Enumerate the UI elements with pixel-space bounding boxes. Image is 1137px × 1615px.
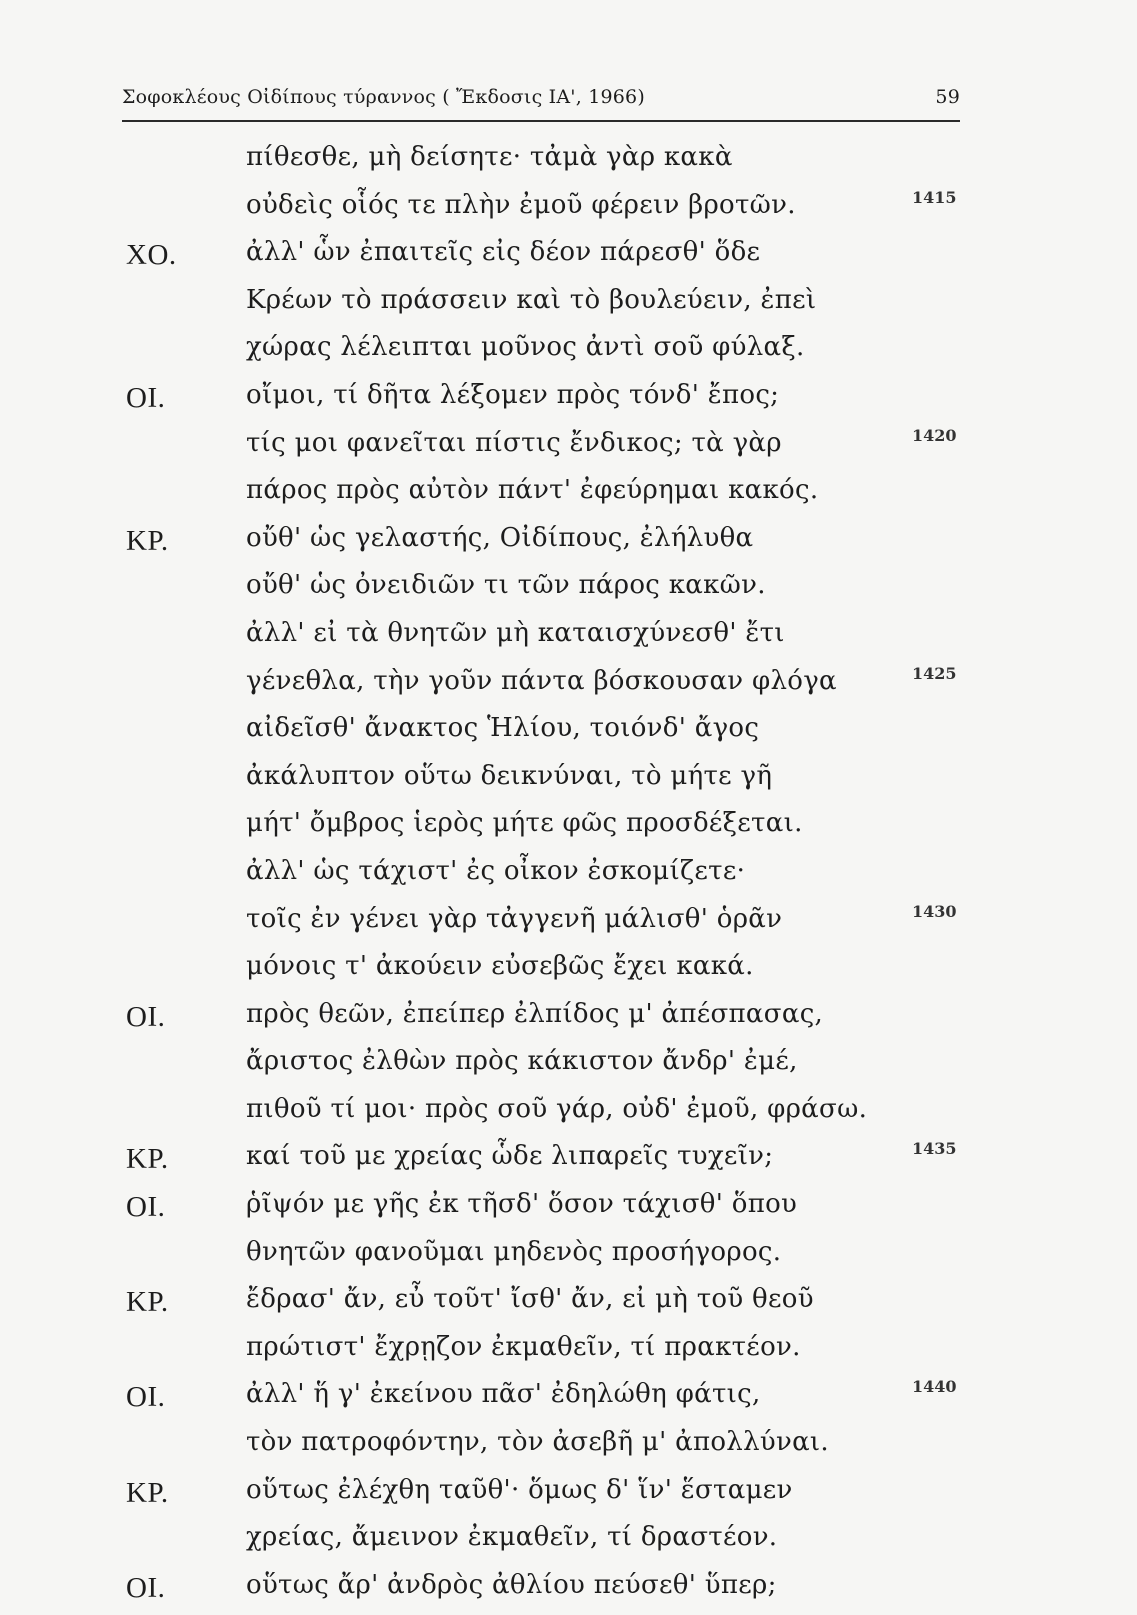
verse-line: [0, 1568, 1137, 1615]
verse-text-line: οὔθ' ὡς γελαστής, Οἰδίπους, ἐλήλυθα: [246, 522, 754, 553]
verse-line: [0, 854, 1137, 902]
verse-text-line: ῥῖψόν με γῆς ἐκ τῆσδ' ὅσον τάχισθ' ὅπου: [246, 1189, 798, 1220]
verse-text-line: οἴμοι, τί δῆτα λέξομεν πρὸς τόνδ' ἔπος;: [246, 379, 780, 410]
verse-text-line: χρείας, ἄμεινον ἐκμαθεῖν, τί δραστέον.: [246, 1522, 778, 1553]
verse-line: [0, 1520, 1137, 1568]
verse-text-line: πίθεσθε, μὴ δείσητε· τἀμὰ γὰρ κακὰ: [246, 142, 733, 172]
speaker-label: ΚΡ.: [126, 1286, 169, 1319]
verse-text-line: χώρας λέλειπται μοῦνος ἀντὶ σοῦ φύλαξ.: [246, 332, 805, 363]
header-title: Σοφοκλέους Οἰδίπους τύραννος ( Ἔκδοσις ΙΑ', 1966): [122, 86, 645, 108]
line-number: 1430: [912, 901, 957, 921]
verse-text-line: τοῖς ἐν γένει γὰρ τἀγγενῆ μάλισθ' ὁρᾶν: [246, 903, 783, 934]
speaker-label: ΟΙ.: [126, 381, 166, 414]
speaker-label: ΚΡ.: [126, 524, 169, 557]
verse-line: [0, 711, 1137, 759]
verse-line: [0, 1044, 1137, 1092]
running-header: [122, 82, 960, 114]
verse-text-line: ἄριστος ἐλθὼν πρὸς κάκιστον ἄνδρ' ἐμέ,: [246, 1046, 798, 1077]
speaker-label: ΚΡ.: [126, 1143, 169, 1176]
verse-line: [0, 330, 1137, 378]
verse-text-line: τίς μοι φανεῖται πίστις ἔνδικος; τὰ γὰρ: [246, 427, 782, 458]
verse-text-line: ἀκάλυπτον οὕτω δεικνύναι, τὸ μήτε γῆ: [246, 760, 773, 791]
speaker-label: ΟΙ.: [126, 1571, 166, 1604]
verse-line: [0, 1235, 1137, 1283]
line-number: 1420: [912, 425, 957, 445]
verse-line: [0, 759, 1137, 807]
verse-text-line: Κρέων τὸ πράσσειν καὶ τὸ βουλεύειν, ἐπεὶ: [246, 284, 817, 315]
verse-line: [0, 426, 1137, 474]
header-rule: [122, 120, 960, 122]
line-number: 1415: [912, 187, 957, 207]
verse-line: [0, 235, 1137, 283]
verse-text-line: πρὸς θεῶν, ἐπείπερ ἐλπίδος μ' ἀπέσπασας,: [246, 998, 824, 1029]
verse-text-line: θνητῶν φανοῦμαι μηδενὸς προσήγορος.: [246, 1236, 782, 1267]
verse-line: [0, 902, 1137, 950]
verse-text-line: αἰδεῖσθ' ἄνακτος Ἡλίου, τοιόνδ' ἄγος: [246, 713, 760, 744]
verse-line: [0, 473, 1137, 521]
verse-text-line: οὕτως ἐλέχθη ταῦθ'· ὅμως δ' ἵν' ἕσταμεν: [246, 1474, 793, 1505]
verse-text-line: ἔδρασ' ἄν, εὖ τοῦτ' ἴσθ' ἄν, εἰ μὴ τοῦ θεοῦ: [246, 1284, 814, 1315]
verse-text-line: πάρος πρὸς αὐτὸν πάντ' ἐφεύρημαι κακός.: [246, 475, 819, 506]
verse-line: [0, 1282, 1137, 1330]
verse-text-line: οὐδεὶς οἷός τε πλὴν ἐμοῦ φέρειν βροτῶν.: [246, 189, 796, 220]
speaker-label: ΟΙ.: [126, 1191, 166, 1224]
verse-line: [0, 188, 1137, 236]
verse-line: [0, 949, 1137, 997]
verse-text-line: ἀλλ' ὡς τάχιστ' ἐς οἶκον ἐσκομίζετε·: [246, 855, 746, 886]
verse-line: [0, 1330, 1137, 1378]
verse-line: [0, 378, 1137, 426]
speaker-label: ΚΡ.: [126, 1476, 169, 1509]
page-number: 59: [935, 86, 960, 108]
verse-line: [0, 521, 1137, 569]
verse-line: [0, 140, 1137, 188]
verse-text-line: τὸν πατροφόντην, τὸν ἀσεβῆ μ' ἀπολλύναι.: [246, 1427, 829, 1458]
verse-text-line: μήτ' ὄμβρος ἱερὸς μήτε φῶς προσδέξεται.: [246, 808, 803, 839]
verse-text-line: ἀλλ' ὧν ἐπαιτεῖς εἰς δέον πάρεσθ' ὅδε: [246, 237, 761, 268]
verse-text-line: καί τοῦ με χρείας ὧδε λιπαρεῖς τυχεῖν;: [246, 1141, 774, 1172]
verse-text-line: πρώτιστ' ἔχρῃζον ἐκμαθεῖν, τί πρακτέον.: [246, 1331, 801, 1362]
speaker-label: ΟΙ.: [126, 1000, 166, 1033]
verse-line: [0, 1377, 1137, 1425]
verse-line: [0, 806, 1137, 854]
line-number: 1440: [912, 1377, 957, 1397]
verse-line: [0, 1187, 1137, 1235]
verse-text-line: πιθοῦ τί μοι· πρὸς σοῦ γάρ, οὐδ' ἐμοῦ, φράσω.: [246, 1093, 868, 1124]
verse-line: [0, 1092, 1137, 1140]
verse-text-line: οὕτως ἄρ' ἀνδρὸς ἀθλίου πεύσεθ' ὕπερ;: [246, 1569, 777, 1600]
verse-text-line: μόνοις τ' ἀκούειν εὐσεβῶς ἔχει κακά.: [246, 951, 754, 982]
verse-line: [0, 1139, 1137, 1187]
line-number: 1435: [912, 1139, 957, 1159]
verse-line: [0, 568, 1137, 616]
verse-line: [0, 616, 1137, 664]
verse-line: [0, 1425, 1137, 1473]
verse-line: [0, 1473, 1137, 1521]
verse-text-line: ἀλλ' ἥ γ' ἐκείνου πᾶσ' ἐδηλώθη φάτις,: [246, 1379, 761, 1410]
verse-text-line: γένεθλα, τὴν γοῦν πάντα βόσκουσαν φλόγα: [246, 665, 837, 696]
speaker-label: ΧΟ.: [126, 239, 177, 272]
verse-line: [0, 283, 1137, 331]
line-number: 1425: [912, 663, 957, 683]
verse-line: [0, 664, 1137, 712]
verse-line: [0, 997, 1137, 1045]
speaker-label: ΟΙ.: [126, 1381, 166, 1414]
verse-text: [0, 140, 1137, 1615]
verse-text-line: οὔθ' ὡς ὀνειδιῶν τι τῶν πάρος κακῶν.: [246, 570, 766, 601]
verse-text-line: ἀλλ' εἰ τὰ θνητῶν μὴ καταισχύνεσθ' ἔτι: [246, 617, 785, 648]
